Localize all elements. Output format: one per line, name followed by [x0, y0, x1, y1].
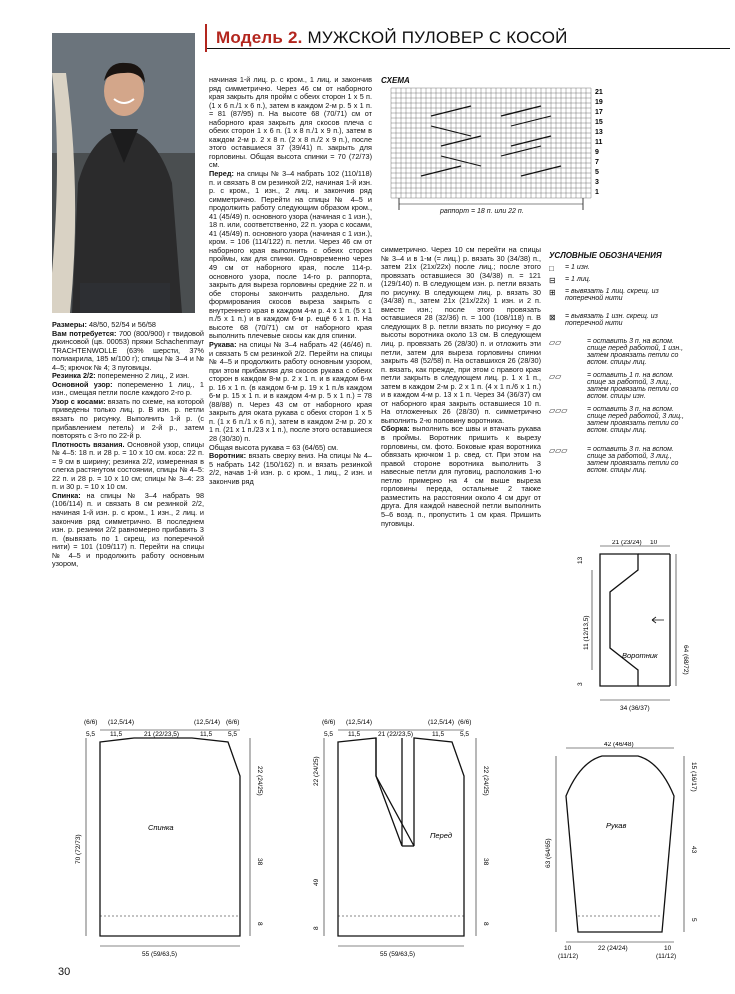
- back-top-dim-7: (6/6): [226, 719, 240, 726]
- legend-item: [549, 276, 689, 288]
- scheme-row-label: 21: [595, 89, 603, 96]
- collar-bottom-dim: 34 (36/37): [620, 705, 650, 712]
- back-bottom-dim: 55 (59/63,5): [142, 951, 178, 958]
- page-header: [216, 28, 616, 48]
- back-pattern: [62, 716, 272, 966]
- gauge-text: Основной узор, спицы № 4–5: 18 п. и 28 р. = 10 x 10 см. коса: 22 п. = 9 см в ширину; резинка 2/2, измеренная в слегка растянутом состоянии, спицы № 4–5: 22 п. и 28 р. = 10 x 10 см; спицы № 3–4: 23 п. и 30 р. = 10 x 10 см.: [52, 439, 204, 492]
- sleeve-bottom-left-dim: 10: [564, 945, 572, 952]
- sleeve-bottom-left-dim-2: (11/12): [558, 953, 579, 960]
- cable-scheme-grid: [381, 86, 621, 222]
- legend-title: УСЛОВНЫЕ ОБОЗНАЧЕНИЯ: [549, 251, 662, 260]
- collar-right-dim: 64 (68/72): [682, 645, 689, 675]
- front-right-mid-dim: 38: [482, 858, 489, 866]
- assembly-label: Сборка:: [381, 424, 410, 434]
- scheme-row-label: 15: [595, 119, 603, 126]
- front-label: Перед: [430, 831, 453, 840]
- cable-pattern-text: вязать по схеме, на которой приведены только лиц. р. В изн. р. петли вязать по рисунку. Выполнить 1-й р. (с прибавлением петель) и 2-й р., затем повторять с 3-го по 22-й р.: [52, 396, 205, 441]
- cable-pattern-label: Узор с косами:: [52, 396, 106, 406]
- scheme-rapport: раппорт = 18 п. или 22 п.: [440, 208, 524, 215]
- header-accent: [205, 24, 207, 52]
- page-number: 30: [58, 966, 71, 978]
- twisted-purl-icon: ⊠: [549, 313, 556, 322]
- legend-item: [549, 288, 689, 313]
- materials-label: Вам потребуется:: [52, 328, 117, 338]
- back-top-dim-2: (12,5/14): [108, 719, 135, 726]
- collar-top-right-dim: 10: [650, 540, 658, 546]
- legend-text: = оставить 3 п. на вспом. спице перед работой, 3 лиц., затем провязать петли со вспом. спицы лиц.: [587, 406, 684, 434]
- collar-pattern: [560, 540, 700, 720]
- back-top-dim-6: (12,5/14): [194, 719, 221, 726]
- collar-label: Воротник: [622, 651, 658, 660]
- back-text: на спицы № 3–4 набрать 98 (106/114) п. и связать 8 см резинкой 2/2, начиная 1-й изн. р. с кром., 1 изн., 2 лиц. и закончив ряд симметрично. В последнем изн. р. резинки 2/2 равномерно прибавить 3 п. (вывязать по 1 скрещ. из поперечной нити) = 101 (109/117) п. Перейти на спицы № 4–5 и продолжить работу основным узором,: [52, 490, 205, 569]
- collar-label: Воротник:: [209, 451, 247, 461]
- front-left-top-dim: 22 (24/25): [313, 756, 320, 786]
- scheme-row-label: 7: [595, 159, 599, 166]
- collar-left-dim: 11 (12/13,5): [583, 615, 590, 650]
- front-top-dim-7: (6/6): [458, 719, 472, 726]
- front-bottom-dim: 55 (59/63,5): [380, 951, 416, 958]
- front-right-top-dim: 22 (24/25): [482, 766, 489, 796]
- scheme-row-label: 3: [595, 179, 599, 186]
- photo-illustration: [52, 33, 195, 313]
- front-top-dim-4: 11,5: [348, 731, 361, 738]
- legend-item: [549, 372, 689, 406]
- front-top-dim-9: 5,5: [460, 731, 470, 738]
- sleeve-label: Рукава:: [209, 339, 237, 349]
- back-top-dim-1: (6/6): [84, 719, 98, 726]
- rib-label: Резинка 2/2:: [52, 371, 96, 381]
- main-pattern-label: Основной узор:: [52, 379, 113, 389]
- scheme-row-label: 11: [595, 139, 603, 146]
- column-1: [52, 321, 204, 711]
- front-left-mid-dim: 49: [313, 878, 320, 886]
- legend-item: [549, 264, 689, 276]
- front-pattern: [290, 716, 510, 966]
- scheme-row-label: 1: [595, 189, 599, 196]
- front-top-dim-2: (12,5/14): [346, 719, 373, 726]
- scheme-row-label: 19: [595, 99, 603, 106]
- scheme-title: СХЕМА: [381, 76, 410, 85]
- collar-text: вязать сверху вниз. На спицы № 4–5 набрать 142 (150/162) п. и вязать резинкой 2/2, начав 1-й изн. р. с кром., 1 лиц., 2 изн. и закончив ряд: [209, 451, 372, 486]
- sleeve-bottom-right-dim: 10: [664, 945, 672, 952]
- legend-item: [549, 313, 689, 338]
- scheme-row-label: 9: [595, 149, 599, 156]
- legend-text: = оставить 3 п. на вспом. спице перед работой, 1 изн., затем провязать петли со вспом. спицы лиц.: [587, 338, 684, 366]
- cable-3x3-back-icon: ▱▱▱: [549, 446, 568, 455]
- scheme-row-label: 5: [595, 169, 599, 176]
- gauge-label: Плотность вязания.: [52, 439, 125, 449]
- legend-item: [549, 338, 689, 372]
- legend-item: [549, 446, 689, 486]
- materials-text: 700 (800/900) г твидовой джинсовой (цв. 00053) пряжи Schachenmayr TRACHTENWOLLE (63% шерсти, 37% полиакрила, 185 м/100 г); спицы № 3–4 и № 4–5; крючок № 4; 3 пуговицы.: [52, 328, 204, 372]
- sleeve-text: на спицы № 3–4 набрать 42 (46/46) п. и связать 5 см резинкой 2/2. Перейти на спицы № 4–5 и продолжить работу основным узором, при этом прибавляя для скосов рукава с обеих сторон в каждом 8-м р. 2 x 1 п. и в каждом 6-м р. 16 x 1 п. (в каждом 6-м р. 19 x 1 п./в каждом 6-м р. 15 x 1 п. и в каждом 4-м р. 5 x 1 п.) = 78 (88/88) п. Через 43 см от наборного края закрыть для оката рукава с обеих сторон 1 x 5 п. (1 x 6 п./1 x 6 п.), затем в каждом 2-м р. 20 x 1 п. (21 x 1 п./23 x 1 п.), после этого оставшиеся 28 (30/30) п.: [209, 339, 372, 443]
- header-rule: [205, 48, 730, 49]
- sleeve-right-top-dim: 15 (16/17): [690, 762, 697, 792]
- front-top-dim-1: (6/6): [322, 719, 336, 726]
- sleeve-bottom-right-dim-2: (11/12): [656, 953, 677, 960]
- main-pattern-text: попеременно 1 лиц., 1 изн., смещая петли после каждого 2-го р.: [52, 379, 204, 398]
- back-right-top-dim: 22 (24/25): [256, 766, 263, 796]
- page-title: МУЖСКОЙ ПУЛОВЕР С КОСОЙ: [307, 28, 568, 47]
- sleeve-right-mid-dim: 43: [690, 846, 697, 854]
- back-label: Спинка: [148, 823, 174, 832]
- back-right-bot-dim: 8: [256, 922, 263, 926]
- legend-text: = оставить 1 п. на вспом. спице за работой, 3 лиц., затем провязать петли со вспом. спицы изн.: [587, 372, 679, 400]
- purl-icon: □: [549, 264, 554, 273]
- sleeve-bottom-mid-dim: 22 (24/24): [598, 945, 628, 952]
- front-top-dim-6: (12,5/14): [428, 719, 455, 726]
- twisted-knit-icon: ⊞: [549, 288, 556, 297]
- front-label: Перед:: [209, 169, 234, 179]
- sleeve-top-dim: 42 (46/48): [604, 742, 634, 748]
- back-right-mid-dim: 38: [256, 858, 263, 866]
- back-left-dim: 70 (72/73): [75, 834, 82, 864]
- collar-side-top-dim: 13: [577, 556, 584, 564]
- collar-top-dim: 21 (23/24): [612, 540, 642, 546]
- sizes-label: Размеры:: [52, 320, 87, 329]
- assembly-text: выполнить все швы и втачать рукава в проймы. Воротник пришить к вырезу горловины, см. фото. Боковые края воротника обвязать крючком 1 р. свед. ст. При этом на правой стороне воротника выполнить 3 навесные петли для пуговиц, расположив 1-ю петлю примерно на 4 см выше выреза горловины переда, остальные 2 также разместить на расстоянии около 4 см друг от друга. Для каждой навесной петли выполнить 5–6 возд. п., пропустить 1 см края. Пришить пуговицы.: [381, 424, 541, 528]
- front-top-dim-5: 21 (22/23,5): [378, 731, 414, 738]
- collar-side-bottom-dim: 3: [577, 682, 584, 686]
- front-right-bot-dim: 8: [482, 922, 489, 926]
- column-3: [381, 246, 541, 686]
- front-top-dim-3: 5,5: [324, 731, 334, 738]
- legend: [549, 264, 689, 486]
- collar-continued-text: симметрично. Через 10 см перейти на спицы № 3–4 и в 1-м (= лиц.) р. вязать 30 (34/38) п., затем 21x (21x/22x) после лиц.; после этого провязать оставшиеся 30 (34/38) п. = 121 (129/140) п. В следующем изн. р. петли вязать по рисунку. В следующем лиц. р. вязать 30 (34/38) п., затем 21x (21x/22x) 1 изн. и 2 п. вместе изн.; после этого провязать оставшиеся 28 (32/36) п. = 100 (108/118) п. В следующих 8 р. петли вязать по рисунку = до высоты воротника около 13 см. В следующем лиц. р. провязать 26 (28/30) п. и отложить эти петли, затем для выреза горловины спинки закрыть 48 (52/58) п. На оставшихся 26 (28/30) п. вязать, как прежде, при этом с правого края петли закрыть в следующем лиц. р. 1 x 1 п., затем в каждом 2-м р. 2 x 1 п. (4 x 1 п./6 x 1 п.) и в каждом 4-м р. 13 x 1 п. Через 34 (36/37) см от наборного края закрыть оставшиеся 10 п. На отложенных 26 (28/30) п. симметрично выполнить 2-ю половину воротника.: [381, 245, 541, 425]
- back-top-dim-9: 5,5: [228, 731, 238, 738]
- legend-item: [549, 406, 689, 446]
- back-top-dim-4: 11,5: [110, 731, 123, 738]
- sleeve-left-dim: 63 (64/65): [545, 838, 552, 868]
- scheme-row-label: 17: [595, 109, 603, 116]
- legend-text: = оставить 3 п. на вспом. спице за работой, 3 лиц., затем провязать петли со вспом. спицы лиц.: [587, 446, 679, 474]
- knit-icon: ⊟: [549, 276, 556, 285]
- sleeve-right-bot-dim: 5: [690, 918, 697, 922]
- back-top-dim-3: 5,5: [86, 731, 96, 738]
- front-text: на спицы № 3–4 набрать 102 (110/118) п. и связать 8 см резинкой 2/2, начиная 1-й изн. р. с кром., 1 изн., 2 лиц. и закончив ряд симметрично. Перейти на спицы № 4–5 и продолжить работу следующим образом кром., 41 (45/49) п. основного узора (начиная с 1 изн.), 18 п. или, соответственно, 22 п. узора с косами, 41 (45/49) п. основного узора (начиная с 1 изн.), кром. = 106 (114/122) п. петли. Через 46 см от наборного края выполнить с обеих сторон проймы, как для спинки. Одновременно через 49 см от наборного края, после 114-р. основного узора, после 14-го р. раппорта, закрыть для выреза горловины средние 22 п. и обе стороны закончить раздельно. Для формирования скосов выреза закрыть с внутреннего края в каждом 4-м р. 4 x 1 п. (5 x 1 п./5 x 1 п.) и в каждом 6-м р. ещё 6 x 1 п. На высоте 68 (70/71) см от наборного края выполнить плечевые скосы как для спинки.: [209, 169, 372, 341]
- column-2: [209, 76, 372, 716]
- model-photo: [52, 33, 195, 313]
- front-top-dim-8: 11,5: [432, 731, 445, 738]
- legend-text: = 1 изн.: [565, 264, 590, 271]
- sleeve-pattern: [530, 742, 710, 962]
- sleeve-label: Рукав: [606, 821, 627, 830]
- front-left-bot-dim: 8: [313, 926, 320, 930]
- back-top-dim-5: 21 (22/23,5): [144, 731, 180, 738]
- cable-front-icon: ▱▱: [549, 338, 562, 347]
- back-label: Спинка:: [52, 490, 81, 500]
- legend-text: = 1 лиц.: [565, 276, 591, 283]
- sleeve-total-text: Общая высота рукава = 63 (64/65) см.: [209, 442, 339, 452]
- legend-text: = вывязать 1 изн. скрещ. из поперечной нити: [565, 313, 658, 327]
- cable-back-icon: ▱▱: [549, 372, 562, 381]
- rib-text: попеременно 2 лиц., 2 изн.: [97, 371, 190, 381]
- cable-3x3-front-icon: ▱▱▱: [549, 406, 568, 415]
- scheme-row-label: 13: [595, 129, 603, 136]
- legend-text: = вывязать 1 лиц. скрещ. из поперечной нити: [565, 288, 659, 302]
- back-continued-text: начиная 1-й лиц. р. с кром., 1 лиц. и закончив ряд симметрично. Через 46 см от наборного края закрыть для пройм с обеих сторон 1 x 5 п. (1 x 6 п./1 x 6 п.), затем в каждом 2-м р. 5 x 1 п. = 81 (87/95) п. На высоте 68 (70/71) см от наборного края закрыть для скосов плеча с обеих сторон 1 x 6 п. (1 x 8 п./1 x 9 п.), затем в каждом 2-м р. 2 x 8 п. (2 x 8 п./2 x 9 п.), после этого оставшиеся 37 (39/41) п. закрыть для горловины. Общая высота спинки = 70 (72/73) см.: [209, 75, 372, 170]
- back-top-dim-8: 11,5: [200, 731, 213, 738]
- sizes-text: 48/50, 52/54 и 56/58: [88, 320, 156, 329]
- model-number: Модель 2.: [216, 28, 303, 47]
